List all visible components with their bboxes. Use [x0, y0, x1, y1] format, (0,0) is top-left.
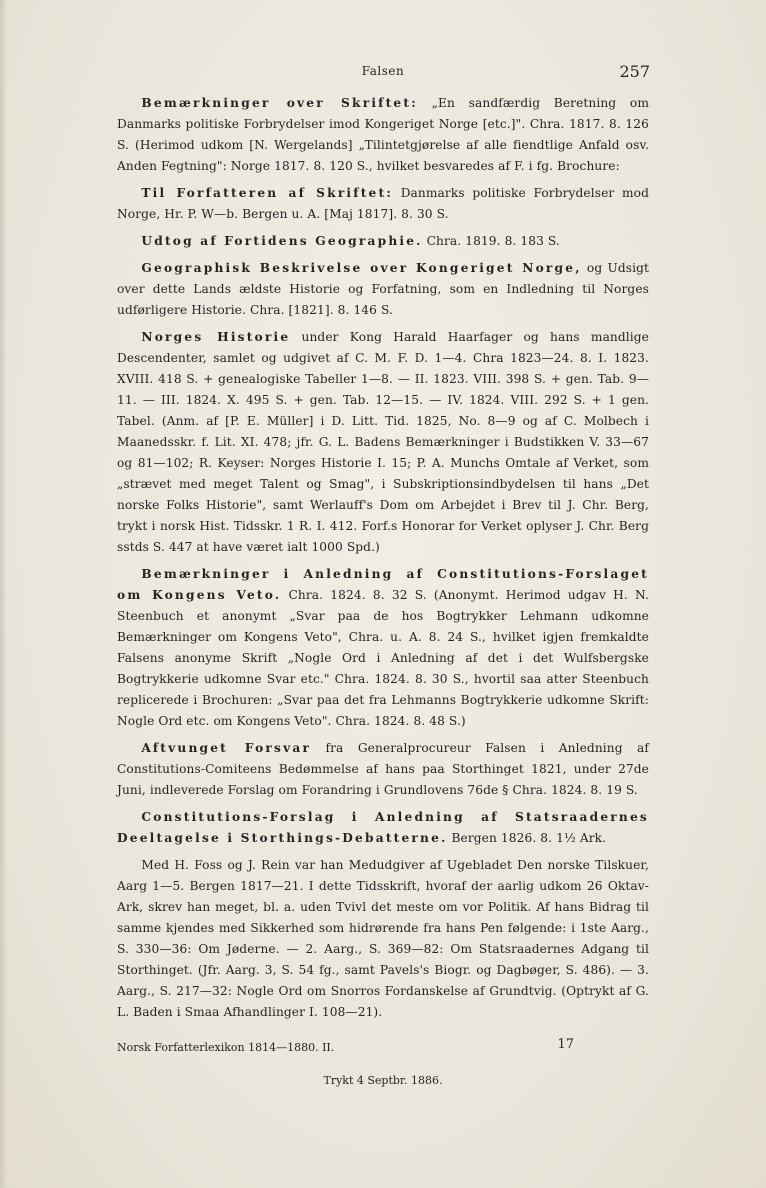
- signature-number: 17: [557, 1037, 574, 1052]
- entry-text: under Kong Harald Haarfager og hans mandlige Descendenter, samlet og udgivet af C. M. F. D. 1—4. Chra 1823—24. 8. I. 1823. XVIII. 418 S. + genealogiske Tabeller 1—8. — II. 1823. VIII. 398 S. + gen. Tab. 9—11. — III. 1824. X. 495 S. + gen. Tab. 12—15. — IV. 1824. VIII. 292 S. + 1 gen. Tabel. (Anm. af [P. E. Müller] i D. Litt. Tid. 1825, No. 8—9 og af C. Molbech i Maanedsskr. f. Lit. XI. 478; jfr. G. L. Badens Bemærkninger i Budstikken V. 33—67 og 81—102; R. Keyser: Norges Historie I. 15; P. A. Munchs Omtale af Verket, som „strævet med meget Talent og Smag", i Subskriptionsindbydelsen til hans „Det norske Folks Historie", samt Werlauff's Dom om Arbejdet i Brev til J. Chr. Berg, trykt i norsk Hist. Tidsskr. 1 R. I. 412. Forf.s Honorar for Verket oplyser J. Chr. Berg sstds S. 447 at have været ialt 1000 Spd.): [117, 330, 649, 554]
- entry-title: Til Forfatteren af Skriftet:: [141, 186, 394, 200]
- entry-text: Med H. Foss og J. Rein var han Medudgiver af Ugebladet Den norske Tilskuer, Aarg 1—5. Bergen 1817—21. I dette Tidsskrift, hvoraf der aarlig udkom 26 Oktav-Ark, skrev han meget, bl. a. uden Tvivl det meste om vor Politik. Af hans Bidrag til samme kjendes med Sikkerhed som hidrørende fra hans Pen følgende: i 1ste Aarg., S. 330—36: Om Jøderne. — 2. Aarg., S. 369—82: Om Statsraadernes Adgang til Storthinget. (Jfr. Aarg. 3, S. 54 fg., samt Pavels's Biogr. og Dagbøger, S. 486). — 3. Aarg., S. 217—32: Nogle Ord om Snorros Fordanskelse af Grundtvig. (Optrykt af G. L. Baden i Smaa Afhandlinger I. 108—21).: [117, 858, 649, 1019]
- entry-title: Geographisk Beskrivelse over Kongeriget Norge,: [141, 261, 582, 275]
- footer-imprint: Norsk Forfatterlexikon 1814—1880. II.: [117, 1041, 335, 1054]
- entry-text: Danmarks politiske Forbrydelser mod Norge, Hr. P. W—b. Bergen u. A. [Maj 1817]. 8. 30 S.: [117, 186, 649, 221]
- entry-title: Bemærkninger over Skriftet:: [141, 96, 418, 110]
- bibliography-entry: [117, 738, 649, 801]
- entry-text: fra Generalprocureur Falsen i Anledning af Constitutions-Comiteens Bedømmelse af hans paa Storthinget 1821, under 27de Juni, indleverede Forslag om Forandring i Grundlovens 76de § Chra. 1824. 8. 19 S.: [117, 741, 650, 797]
- entry-title: Aftvunget Forsvar: [141, 741, 312, 755]
- printed-date: Trykt 4 Septbr. 1886.: [323, 1074, 443, 1087]
- bibliography-entry: [117, 564, 649, 732]
- binding-shadow: [0, 0, 7, 1188]
- entry-text: Chra. 1819. 8. 183 S.: [422, 234, 560, 248]
- bibliography-entry: [117, 183, 649, 225]
- entry-title: Constitutions-Forslag i Anledning af Statsraadernes Deeltagelse i Storthings-Debatterne.: [117, 810, 649, 845]
- entry-text: „En sandfærdig Beretning om Danmarks politiske Forbrydelser imod Kongeriget Norge [etc.]". Chra. 1817. 8. 126 S. (Herimod udkom [N. Wergelands] „Tilintetgjørelse af alle fiendtlige Anfald osv. Anden Fegtning": Norge 1817. 8. 120 S., hvilket besvaredes af F. i fg. Brochure:: [117, 96, 649, 173]
- entry-text: Chra. 1824. 8. 32 S. (Anonymt. Herimod udgav H. N. Steenbuch et anonymt „Svar paa de hos Bogtrykker Lehmann udkomne Bemærkninger om Kongens Veto", Chra. u. A. 8. 24 S., hvilket igjen fremkaldte Falsens anonyme Skrift „Nogle Ord i Anledning af det i det Wulfsbergske Bogtrykkerie udkomne Svar etc." Chra. 1824. 8. 30 S., hvortil saa atter Steenbuch replicerede i Brochuren: „Svar paa det fra Lehmanns Bogtrykkerie udkomne Skrift: Nogle Ord etc. om Kongens Veto". Chra. 1824. 8. 48 S.): [117, 588, 649, 728]
- page-number: 257: [619, 62, 650, 81]
- entry-title: Bemærkninger i Anledning af Constitutions-Forslaget om Kongens Veto.: [117, 567, 649, 602]
- entry-title: Udtog af Fortidens Geographie.: [141, 234, 423, 248]
- bibliography-entry: [117, 327, 649, 558]
- bibliography-entry: [117, 258, 649, 321]
- bibliography-entry: [117, 93, 649, 177]
- editorial-note: [117, 855, 649, 1023]
- entry-title: Norges Historie: [141, 330, 291, 344]
- entry-text: Bergen 1826. 8. 1½ Ark.: [447, 831, 607, 845]
- running-head: Falsen: [361, 64, 405, 78]
- body-text: [117, 93, 649, 1029]
- entry-text: og Udsigt over dette Lands ældste Historie og Forfatning, som en Indledning til Norges udførligere Historie. Chra. [1821]. 8. 146 S.: [117, 261, 649, 317]
- bibliography-entry: [117, 807, 649, 849]
- bibliography-entry: [117, 231, 649, 252]
